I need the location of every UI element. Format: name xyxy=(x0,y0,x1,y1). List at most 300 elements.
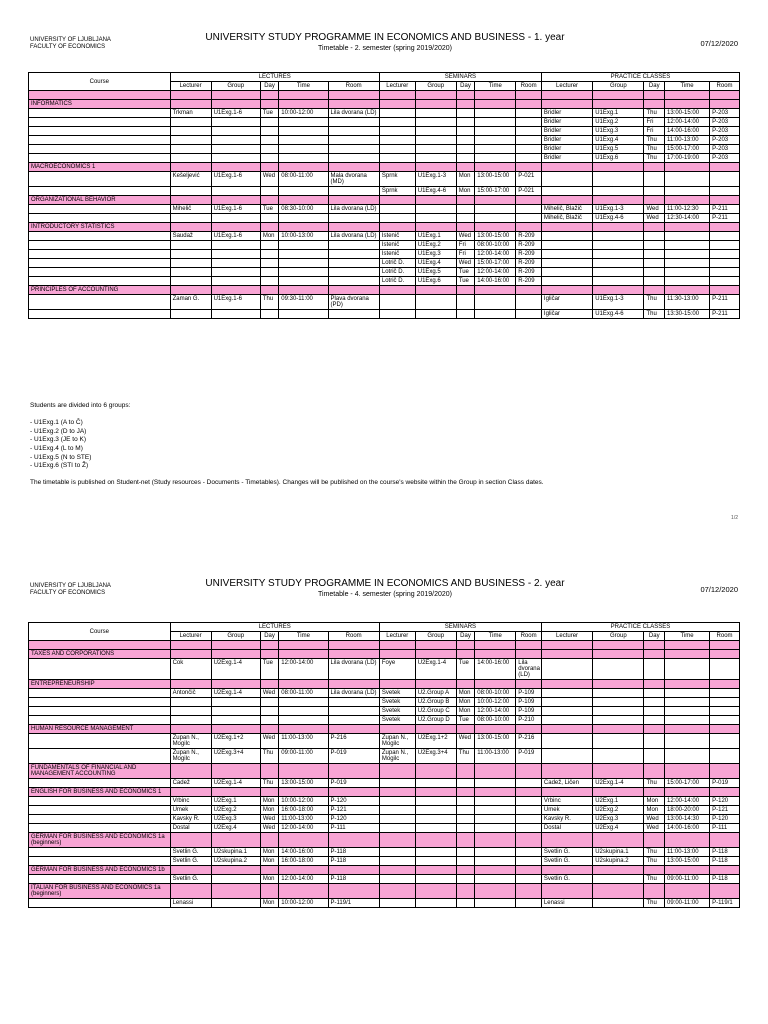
day-cell: Thu xyxy=(456,749,474,764)
day-cell: Wed xyxy=(260,734,278,749)
group-cell xyxy=(415,875,456,884)
time-cell xyxy=(665,698,710,707)
day-cell xyxy=(456,136,474,145)
group-cell xyxy=(593,749,644,764)
table-cell xyxy=(279,223,328,232)
table-cell xyxy=(710,788,740,797)
table-cell xyxy=(211,764,260,779)
table-cell xyxy=(475,788,516,797)
note-line: - U1Exg.4 (L to M) xyxy=(30,444,83,452)
group-cell: U2Exg.1+2 xyxy=(415,734,456,749)
group-cell: U2.Group C xyxy=(415,707,456,716)
table-cell xyxy=(328,641,379,650)
page-subtitle: Timetable - 4. semester (spring 2019/2020) xyxy=(318,591,452,598)
room-cell: P-120 xyxy=(328,797,379,806)
time-cell: 10:00-12:00 xyxy=(279,899,328,908)
room-cell xyxy=(328,145,379,154)
table-cell xyxy=(260,286,278,295)
time-cell: 15:00-17:00 xyxy=(475,259,516,268)
room-cell: P-019 xyxy=(710,779,740,788)
time-cell xyxy=(665,659,710,680)
day-cell xyxy=(260,136,278,145)
table-cell xyxy=(475,223,516,232)
day-cell: Wed xyxy=(260,172,278,187)
time-cell xyxy=(665,749,710,764)
header-row xyxy=(29,73,740,82)
table-cell xyxy=(260,91,278,100)
room-column-header: Room xyxy=(328,632,379,641)
table-cell xyxy=(415,884,456,899)
table-row xyxy=(29,779,740,788)
lecturer-cell xyxy=(541,277,592,286)
table-cell xyxy=(593,286,644,295)
table-cell xyxy=(279,163,328,172)
time-cell xyxy=(279,250,328,259)
table-cell xyxy=(456,100,474,109)
table-cell xyxy=(170,91,211,100)
time-cell xyxy=(475,779,516,788)
lecturer-cell xyxy=(541,689,592,698)
room-cell: P-211 xyxy=(710,214,740,223)
time-cell xyxy=(665,707,710,716)
room-cell xyxy=(328,187,379,196)
lecturer-cell: Bridler xyxy=(541,136,592,145)
group-cell: U1Exg.6 xyxy=(415,277,456,286)
time-cell: 13:00-15:00 xyxy=(475,734,516,749)
room-cell: P-111 xyxy=(710,824,740,833)
institution-block xyxy=(30,583,111,597)
table-row xyxy=(29,797,740,806)
group-cell: U1Exg.1-3 xyxy=(593,295,644,310)
room-cell: P-021 xyxy=(516,172,542,187)
room-cell xyxy=(710,172,740,187)
day-cell: Wed xyxy=(644,214,665,223)
table-cell xyxy=(456,223,474,232)
course-row xyxy=(29,866,740,875)
time-cell xyxy=(279,716,328,725)
table-cell xyxy=(541,866,592,875)
table-cell xyxy=(665,163,710,172)
group-column-header: Group xyxy=(415,82,456,91)
room-cell xyxy=(710,689,740,698)
day-cell xyxy=(644,241,665,250)
table-cell xyxy=(541,91,592,100)
day-cell xyxy=(456,875,474,884)
table-cell xyxy=(456,884,474,899)
table-cell xyxy=(541,100,592,109)
group-cell: U2Exg.3 xyxy=(211,815,260,824)
room-cell xyxy=(516,824,542,833)
group-cell: U1Exg.2 xyxy=(415,241,456,250)
time-cell xyxy=(475,214,516,223)
table-cell xyxy=(170,286,211,295)
room-cell xyxy=(516,145,542,154)
group-cell xyxy=(211,259,260,268)
table-cell xyxy=(379,641,415,650)
time-cell: 11:00-13:00 xyxy=(665,136,710,145)
time-cell xyxy=(279,136,328,145)
table-cell xyxy=(593,866,644,875)
room-cell: R-209 xyxy=(516,232,542,241)
note-line: - U1Exg.5 (N to STE) xyxy=(30,453,92,461)
room-cell: P-210 xyxy=(516,716,542,725)
course-cell xyxy=(29,187,171,196)
lecturer-cell: Bridler xyxy=(541,118,592,127)
lecturer-cell xyxy=(541,259,592,268)
course-cell xyxy=(29,295,171,310)
institution-block xyxy=(30,37,111,51)
table-cell xyxy=(379,163,415,172)
course-name: GERMAN FOR BUSINESS AND ECONOMICS 1b xyxy=(29,866,171,875)
day-cell xyxy=(260,259,278,268)
group-cell: U1Exg.4-6 xyxy=(415,187,456,196)
room-cell: P-216 xyxy=(516,734,542,749)
table-row xyxy=(29,268,740,277)
time-cell: 10:00-12:00 xyxy=(279,109,328,118)
table-row xyxy=(29,118,740,127)
table-cell xyxy=(211,680,260,689)
group-cell: U2Exg.4 xyxy=(593,824,644,833)
room-cell xyxy=(328,136,379,145)
time-cell xyxy=(665,277,710,286)
time-cell: 12:00-14:00 xyxy=(279,875,328,884)
course-cell xyxy=(29,172,171,187)
group-cell xyxy=(593,232,644,241)
day-cell: Wed xyxy=(260,689,278,698)
lecturer-cell: Zupan N., Mogilc xyxy=(379,749,415,764)
group-cell xyxy=(415,154,456,163)
course-row xyxy=(29,788,740,797)
lecturer-cell: Lotrič D. xyxy=(379,277,415,286)
table-cell xyxy=(260,196,278,205)
table-cell xyxy=(260,884,278,899)
table-row xyxy=(29,689,740,698)
lecturer-cell xyxy=(170,127,211,136)
table-row xyxy=(29,214,740,223)
group-cell: U1Exg.4-6 xyxy=(593,310,644,319)
table-cell xyxy=(665,866,710,875)
lecturer-cell xyxy=(170,698,211,707)
room-cell xyxy=(328,118,379,127)
group-cell xyxy=(593,187,644,196)
group-cell: U1Exg.2 xyxy=(593,118,644,127)
room-cell: R-209 xyxy=(516,277,542,286)
lecturer-cell: Zupan N., Mogilc xyxy=(379,734,415,749)
day-cell xyxy=(260,118,278,127)
day-cell xyxy=(456,779,474,788)
table-cell xyxy=(279,196,328,205)
room-cell xyxy=(516,310,542,319)
course-cell xyxy=(29,214,171,223)
time-cell: 11:00-13:00 xyxy=(665,848,710,857)
course-cell xyxy=(29,250,171,259)
course-name: ENTREPRENEURSHIP xyxy=(29,680,171,689)
course-cell xyxy=(29,136,171,145)
title-block xyxy=(150,32,620,53)
room-cell xyxy=(328,214,379,223)
time-cell xyxy=(475,824,516,833)
group-cell xyxy=(415,848,456,857)
lecturer-cell xyxy=(379,806,415,815)
group-cell xyxy=(211,277,260,286)
day-cell: Mon xyxy=(260,232,278,241)
course-cell xyxy=(29,689,171,698)
time-cell: 11:00-12:30 xyxy=(665,205,710,214)
course-name: MACROECONOMICS 1 xyxy=(29,163,171,172)
day-cell: Wed xyxy=(260,824,278,833)
table-cell xyxy=(170,833,211,848)
group-cell: U1Exg.3 xyxy=(593,127,644,136)
time-cell: 11:00-13:00 xyxy=(279,815,328,824)
room-cell: R-209 xyxy=(516,268,542,277)
room-cell xyxy=(516,154,542,163)
table-cell xyxy=(475,196,516,205)
table-cell xyxy=(475,91,516,100)
table-cell xyxy=(593,884,644,899)
time-cell: 09:00-11:00 xyxy=(665,875,710,884)
table-row xyxy=(29,172,740,187)
day-cell: Mon xyxy=(456,707,474,716)
room-cell xyxy=(516,205,542,214)
table-row xyxy=(29,716,740,725)
room-cell xyxy=(710,259,740,268)
day-cell xyxy=(260,145,278,154)
day-cell: Tue xyxy=(260,109,278,118)
room-cell: Lila dvorana (LD) xyxy=(328,689,379,698)
time-cell xyxy=(475,848,516,857)
lecturer-cell: Dostal xyxy=(541,824,592,833)
table-cell xyxy=(170,163,211,172)
time-cell: 17:00-19:00 xyxy=(665,154,710,163)
table-cell xyxy=(170,650,211,659)
time-cell: 10:00-12:00 xyxy=(475,698,516,707)
group-cell: U1Exg.1-6 xyxy=(211,232,260,241)
table-cell xyxy=(211,100,260,109)
course-cell xyxy=(29,145,171,154)
day-cell xyxy=(644,172,665,187)
table-cell xyxy=(415,286,456,295)
course-cell xyxy=(29,698,171,707)
day-cell xyxy=(260,277,278,286)
table-cell xyxy=(541,884,592,899)
group-cell: U2Exg.1-4 xyxy=(211,659,260,680)
time-cell xyxy=(279,214,328,223)
table-cell xyxy=(710,223,740,232)
lecturer-cell xyxy=(541,659,592,680)
room-cell: P-118 xyxy=(328,857,379,866)
day-cell xyxy=(456,127,474,136)
day-cell xyxy=(644,734,665,749)
table-cell xyxy=(516,91,542,100)
room-cell xyxy=(516,848,542,857)
table-cell xyxy=(279,725,328,734)
table-row xyxy=(29,824,740,833)
room-cell xyxy=(710,716,740,725)
seminars-header: SEMINARS xyxy=(379,623,541,632)
time-cell xyxy=(665,268,710,277)
lecturer-cell: Mihelič, Blažič xyxy=(541,205,592,214)
room-cell xyxy=(328,707,379,716)
day-cell: Mon xyxy=(260,797,278,806)
course-cell xyxy=(29,716,171,725)
group-notes xyxy=(30,402,740,488)
room-cell xyxy=(710,232,740,241)
room-cell xyxy=(516,118,542,127)
day-cell: Mon xyxy=(260,899,278,908)
room-cell: P-121 xyxy=(710,806,740,815)
table-cell xyxy=(279,286,328,295)
day-column-header: Day xyxy=(456,632,474,641)
course-cell xyxy=(29,848,171,857)
table-cell xyxy=(665,725,710,734)
time-cell xyxy=(475,154,516,163)
time-cell xyxy=(279,310,328,319)
day-cell xyxy=(260,241,278,250)
room-cell: P-118 xyxy=(328,848,379,857)
room-cell xyxy=(710,241,740,250)
course-cell xyxy=(29,127,171,136)
time-cell: 13:00-15:00 xyxy=(475,232,516,241)
table-cell xyxy=(456,286,474,295)
room-cell xyxy=(328,127,379,136)
table-cell xyxy=(328,866,379,875)
group-cell xyxy=(415,310,456,319)
group-cell xyxy=(593,659,644,680)
table-cell xyxy=(456,91,474,100)
group-cell: U1Exg.1-6 xyxy=(211,172,260,187)
group-cell: U2Exg.1 xyxy=(211,797,260,806)
time-cell: 12:00-14:00 xyxy=(665,118,710,127)
group-cell: U1Exg.3 xyxy=(415,250,456,259)
lecturer-cell: Svetlin G. xyxy=(541,875,592,884)
room-cell xyxy=(328,277,379,286)
lecturer-cell: Kavsky R. xyxy=(170,815,211,824)
time-cell: 09:00-11:00 xyxy=(665,899,710,908)
room-cell xyxy=(710,707,740,716)
room-cell xyxy=(516,806,542,815)
time-cell: 08:00-10:00 xyxy=(475,241,516,250)
table-cell xyxy=(644,223,665,232)
group-cell: U2Exg.3+4 xyxy=(211,749,260,764)
table-cell xyxy=(328,833,379,848)
table-cell xyxy=(211,223,260,232)
lecturer-cell: Svetek xyxy=(379,716,415,725)
group-cell: U2Exg.2 xyxy=(211,806,260,815)
time-column-header: Time xyxy=(279,632,328,641)
lecturer-cell xyxy=(541,698,592,707)
table-cell xyxy=(475,764,516,779)
time-cell: 13:00-15:00 xyxy=(665,857,710,866)
time-cell: 14:00-16:00 xyxy=(279,848,328,857)
table-cell xyxy=(644,725,665,734)
day-cell xyxy=(456,145,474,154)
group-cell: U2Exg.1 xyxy=(593,797,644,806)
table-row xyxy=(29,659,740,680)
table-cell xyxy=(541,286,592,295)
header-row xyxy=(29,623,740,632)
day-cell xyxy=(456,806,474,815)
time-column-header: Time xyxy=(279,82,328,91)
room-cell xyxy=(516,875,542,884)
lecturer-cell xyxy=(379,145,415,154)
table-cell xyxy=(211,788,260,797)
room-cell: P-109 xyxy=(516,698,542,707)
lecturer-cell xyxy=(379,875,415,884)
room-cell: P-021 xyxy=(516,187,542,196)
time-cell xyxy=(279,259,328,268)
note-line xyxy=(30,471,740,480)
group-cell: U1Exg.5 xyxy=(415,268,456,277)
day-cell: Thu xyxy=(644,295,665,310)
table-cell xyxy=(279,788,328,797)
day-cell xyxy=(456,857,474,866)
room-cell xyxy=(710,659,740,680)
table-cell xyxy=(415,641,456,650)
table-cell xyxy=(211,650,260,659)
day-cell: Mon xyxy=(260,875,278,884)
lecturer-cell xyxy=(170,250,211,259)
time-cell: 16:00-18:00 xyxy=(279,857,328,866)
group-cell xyxy=(415,214,456,223)
table-cell xyxy=(710,641,740,650)
lecturer-cell xyxy=(379,127,415,136)
lecturer-cell: Lenassi xyxy=(170,899,211,908)
table-row xyxy=(29,707,740,716)
day-cell xyxy=(644,268,665,277)
course-name: GERMAN FOR BUSINESS AND ECONOMICS 1a (beginners) xyxy=(29,833,171,848)
group-cell xyxy=(211,716,260,725)
course-cell xyxy=(29,824,171,833)
lecturer-cell xyxy=(379,857,415,866)
lecturer-cell: Svetlin G. xyxy=(170,857,211,866)
lecturer-cell xyxy=(379,136,415,145)
lecturer-cell xyxy=(379,118,415,127)
room-cell xyxy=(328,241,379,250)
course-cell xyxy=(29,259,171,268)
table-cell xyxy=(475,163,516,172)
day-cell xyxy=(644,250,665,259)
note-line xyxy=(30,411,740,420)
room-column-header: Room xyxy=(516,632,542,641)
table-cell xyxy=(475,866,516,875)
table-cell xyxy=(475,725,516,734)
lecturer-cell: Bridler xyxy=(541,127,592,136)
note-line: - U1Exg.2 (D to JA) xyxy=(30,427,87,435)
lecturer-cell: Čadež xyxy=(170,779,211,788)
lecturer-cell xyxy=(170,214,211,223)
group-cell xyxy=(211,136,260,145)
time-cell xyxy=(475,136,516,145)
room-cell: Plava dvorana (PD) xyxy=(328,295,379,310)
table-cell xyxy=(665,884,710,899)
group-cell xyxy=(415,824,456,833)
lecturer-cell xyxy=(170,310,211,319)
table-cell xyxy=(541,764,592,779)
room-cell: P-216 xyxy=(328,734,379,749)
time-cell xyxy=(665,250,710,259)
room-cell xyxy=(516,136,542,145)
lecturer-cell xyxy=(379,295,415,310)
table-cell xyxy=(516,788,542,797)
table-cell xyxy=(415,788,456,797)
time-cell: 13:00-15:00 xyxy=(665,109,710,118)
day-cell xyxy=(260,214,278,223)
room-cell xyxy=(516,127,542,136)
table-cell xyxy=(170,866,211,875)
table-cell xyxy=(279,91,328,100)
room-cell xyxy=(516,899,542,908)
group-cell: U1Exg.1-3 xyxy=(593,205,644,214)
